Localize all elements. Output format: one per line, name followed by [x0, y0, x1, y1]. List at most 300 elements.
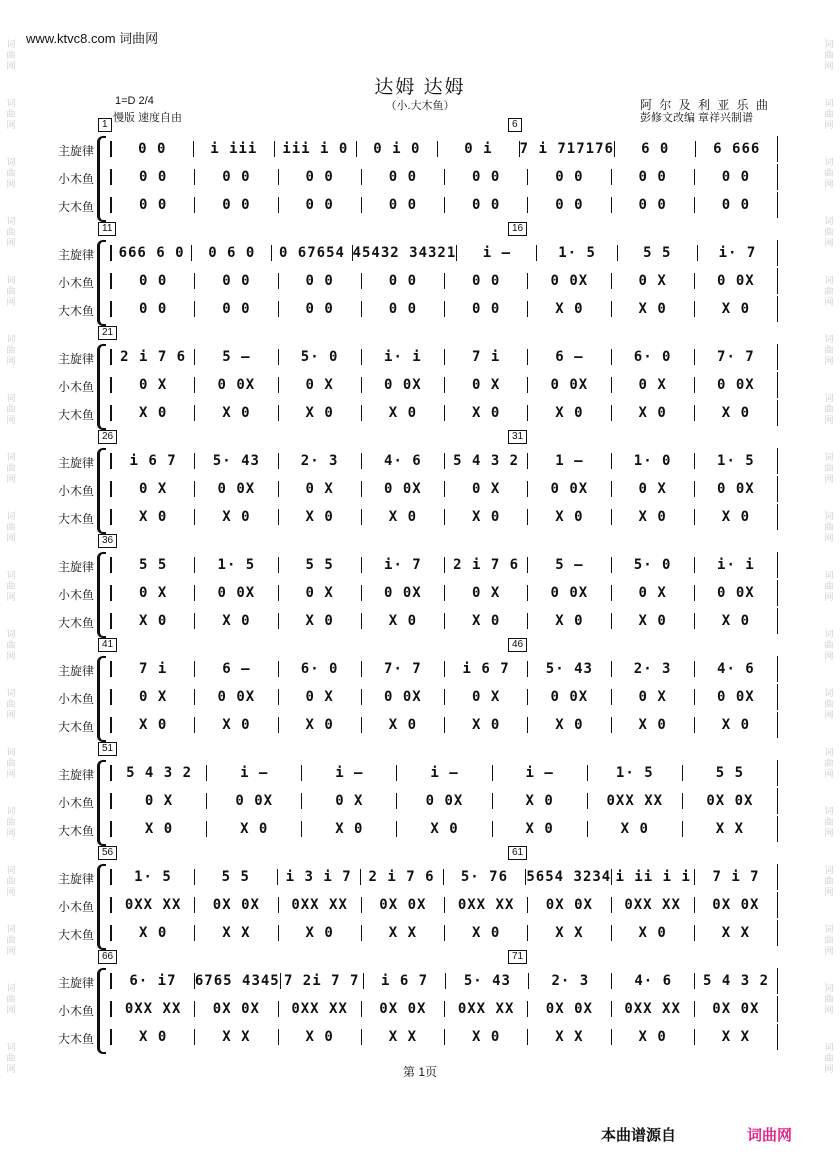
part-row [110, 136, 778, 162]
system-brace [97, 760, 106, 846]
measure: 1· 5 [536, 245, 616, 261]
measure: 0 0 [110, 169, 194, 185]
measure: 0 0 [361, 273, 444, 289]
watermark-text: 词 曲 网 [6, 99, 16, 131]
measure: X 0 [194, 613, 277, 629]
measure: X 0 [361, 613, 444, 629]
part-name: 小木鱼 [57, 276, 94, 290]
measure: 0 0 [444, 197, 527, 213]
measure: 0 0X [527, 585, 610, 601]
measure: 0 X [110, 585, 194, 601]
measure: X 0 [396, 821, 491, 837]
measure: 5 5 [682, 765, 777, 781]
key-signature: 1=D 2/4 [115, 95, 154, 107]
measure: 1· 5 [110, 869, 194, 885]
score-system [48, 639, 778, 740]
measure: i· 7 [361, 557, 444, 573]
system-brace [97, 344, 106, 430]
barline-end [777, 400, 778, 426]
measure: 0 0X [206, 793, 301, 809]
part-row [110, 268, 778, 294]
barline-end [777, 476, 778, 502]
measure: 7· 7 [694, 349, 777, 365]
measure: X X [361, 925, 444, 941]
measure: X 0 [206, 821, 301, 837]
footer-source: 本曲谱源自 [601, 1127, 677, 1144]
score-system [48, 119, 778, 220]
measure: X 0 [694, 613, 777, 629]
measure: X X [194, 925, 277, 941]
score-system [48, 743, 778, 844]
part-name: 大木鱼 [57, 304, 94, 318]
part-name: 大木鱼 [57, 408, 94, 422]
measure: 0XX XX [611, 1001, 694, 1017]
watermark-text: 词 曲 网 [6, 512, 16, 544]
part-row [110, 192, 778, 218]
measure: 0 X [278, 689, 361, 705]
measure-number: 21 [98, 326, 117, 340]
measure: X X [527, 1029, 610, 1045]
measure: X 0 [194, 405, 277, 421]
measure: i 6 7 [363, 973, 446, 989]
measure: 0 0 [110, 141, 193, 157]
measure: 1· 5 [694, 453, 777, 469]
watermark-text: 词 曲 网 [6, 1043, 16, 1075]
measure: 0XX XX [444, 1001, 527, 1017]
measure: 6 0 [614, 141, 696, 157]
watermark-text: 词 曲 网 [6, 217, 16, 249]
measure: 0 0X [527, 689, 610, 705]
measure: X X [694, 1029, 777, 1045]
measure: 0 0 [361, 169, 444, 185]
barline-end [777, 552, 778, 578]
measure: X 0 [694, 717, 777, 733]
barline-end [777, 684, 778, 710]
part-row [110, 400, 778, 426]
measure: 0 X [444, 689, 527, 705]
measure: 6765 4345 [194, 973, 280, 989]
system-brace [97, 968, 106, 1054]
measure: X 0 [278, 717, 361, 733]
measure: 2· 3 [611, 661, 694, 677]
measure-number: 66 [98, 950, 117, 964]
measure: 0 0 [110, 301, 194, 317]
part-name: 小木鱼 [57, 692, 94, 706]
barline-end [777, 892, 778, 918]
measure-number: 56 [98, 846, 117, 860]
measure: 0 X [278, 377, 361, 393]
system-brace [97, 656, 106, 742]
measure: 0 X [301, 793, 396, 809]
part-name: 主旋律 [57, 560, 94, 574]
measure: X 0 [527, 405, 610, 421]
measure-number: 11 [98, 222, 116, 236]
measure: 0XX XX [444, 897, 527, 913]
measure: 0 i 0 [356, 141, 438, 157]
measure: 0 X [278, 481, 361, 497]
measure: 45432 34321 [352, 245, 457, 261]
barline-end [777, 656, 778, 682]
measure: 0 0X [194, 481, 277, 497]
measure: X 0 [694, 301, 777, 317]
part-name: 主旋律 [57, 352, 94, 366]
measure: 0 X [611, 481, 694, 497]
measure: i ii i i [611, 869, 694, 885]
composer: 阿 尔 及 利 亚 乐 曲 [640, 98, 771, 112]
measure: 5 5 [110, 557, 194, 573]
measure: X 0 [110, 1029, 194, 1045]
measure: X 0 [611, 509, 694, 525]
measure: 0 0 [694, 197, 777, 213]
site-url[interactable]: www.ktvc8.com 词曲网 [26, 31, 159, 46]
measure-number: 16 [508, 222, 527, 236]
barline-end [777, 372, 778, 398]
measure: 5 5 [617, 245, 697, 261]
measure: 2 i 7 6 [110, 349, 194, 365]
measure: 666 6 0 [110, 245, 191, 261]
watermark-text: 词 曲 网 [6, 748, 16, 780]
measure: 0 0X [527, 377, 610, 393]
measure: 0X 0X [194, 1001, 277, 1017]
measure: X 0 [194, 717, 277, 733]
measure: X 0 [611, 1029, 694, 1045]
part-row [110, 996, 778, 1022]
measure: 0X 0X [682, 793, 777, 809]
watermark-text: 词 曲 网 [824, 748, 834, 780]
part-name: 主旋律 [57, 144, 94, 158]
arranger: 彭修文改编 章祥兴制谱 [640, 112, 754, 124]
measure: X 0 [110, 925, 194, 941]
measure: 1· 5 [587, 765, 682, 781]
measure: 0 X [611, 585, 694, 601]
measure: i – [456, 245, 536, 261]
measure: X X [682, 821, 777, 837]
measure: 0 0X [694, 377, 777, 393]
measure: i· i [361, 349, 444, 365]
measure: 5 4 3 2 [110, 765, 206, 781]
measure: X 0 [611, 301, 694, 317]
watermark-right [822, 40, 836, 1102]
watermark-text: 词 曲 网 [824, 40, 834, 72]
measure: 5 – [194, 349, 277, 365]
measure: 4· 6 [694, 661, 777, 677]
score-system [48, 951, 778, 1052]
measure: 0X 0X [361, 897, 444, 913]
measure: 2· 3 [278, 453, 361, 469]
watermark-left [4, 40, 18, 1102]
measure: X 0 [694, 405, 777, 421]
measure: 5 – [527, 557, 610, 573]
barline-end [777, 996, 778, 1022]
measure: 0 X [444, 585, 527, 601]
measure: X 0 [110, 717, 194, 733]
measure: X 0 [527, 613, 610, 629]
barline-end [777, 448, 778, 474]
measure: X 0 [278, 613, 361, 629]
measure: 7 2i 7 7 [280, 973, 363, 989]
watermark-text: 词 曲 网 [6, 276, 16, 308]
part-name: 主旋律 [57, 456, 94, 470]
part-row [110, 504, 778, 530]
measure: 0X 0X [527, 1001, 610, 1017]
measure: 0 0X [527, 481, 610, 497]
measure: 5 4 3 2 [694, 973, 777, 989]
part-row [110, 240, 778, 266]
measure-number: 6 [508, 118, 522, 132]
measure-number: 71 [508, 950, 527, 964]
measure: 2· 3 [528, 973, 611, 989]
measure: 0 X [110, 377, 194, 393]
measure: 5· 43 [194, 453, 277, 469]
part-name: 主旋律 [57, 248, 94, 262]
measure: 0 6 0 [191, 245, 271, 261]
measure: X 0 [444, 613, 527, 629]
measure: 0 X [110, 481, 194, 497]
measure: 5· 76 [443, 869, 526, 885]
measure: 0 0 [110, 197, 194, 213]
part-name: 小木鱼 [57, 588, 94, 602]
watermark-text: 词 曲 网 [6, 453, 16, 485]
page-number: 第 1页 [402, 1065, 437, 1079]
measure: 2 i 7 6 [360, 869, 443, 885]
measure: 0 0 [361, 301, 444, 317]
measure: 0 0 [194, 301, 277, 317]
measure: 5· 43 [527, 661, 610, 677]
measure: 0 0 [611, 197, 694, 213]
footer-brand[interactable]: 词曲网 [747, 1127, 793, 1144]
measure: 0 0 [278, 273, 361, 289]
measure: 0 0X [527, 273, 610, 289]
score-system [48, 327, 778, 428]
measure: 1· 5 [194, 557, 277, 573]
measure: i 6 7 [444, 661, 527, 677]
watermark-text: 词 曲 网 [824, 99, 834, 131]
measure: 0 X [444, 377, 527, 393]
measure: 0 0 [278, 301, 361, 317]
measure-number: 26 [98, 430, 117, 444]
watermark-text: 词 曲 网 [824, 689, 834, 721]
measure: 0XX XX [278, 1001, 361, 1017]
part-row [110, 892, 778, 918]
watermark-text: 词 曲 网 [6, 394, 16, 426]
measure: X 0 [278, 405, 361, 421]
song-title: 达姆 达姆 [374, 77, 466, 98]
measure: 0 0 [194, 197, 277, 213]
part-name: 大木鱼 [57, 720, 94, 734]
barline-end [777, 504, 778, 530]
measure: X 0 [194, 509, 277, 525]
measure: X 0 [110, 613, 194, 629]
part-name: 小木鱼 [57, 380, 94, 394]
measure-number: 36 [98, 534, 117, 548]
measure: 0XX XX [611, 897, 694, 913]
measure: 0 0X [361, 481, 444, 497]
barline-end [777, 920, 778, 946]
measure: X 0 [361, 717, 444, 733]
part-name: 大木鱼 [57, 200, 94, 214]
watermark-text: 词 曲 网 [824, 571, 834, 603]
measure: 0 0 [194, 273, 277, 289]
part-name: 主旋律 [57, 872, 94, 886]
barline-end [777, 296, 778, 322]
measure: 0 67654 [271, 245, 351, 261]
measure: 0X 0X [694, 1001, 777, 1017]
measure: 5 5 [194, 869, 277, 885]
measure: 0 0 [444, 169, 527, 185]
part-name: 大木鱼 [57, 616, 94, 630]
measure: X 0 [611, 405, 694, 421]
measure: 0 0 [110, 273, 194, 289]
measure: X 0 [110, 821, 206, 837]
measure: 5· 0 [611, 557, 694, 573]
barline-end [777, 788, 778, 814]
measure: X 0 [527, 509, 610, 525]
measure: 0XX XX [110, 897, 194, 913]
part-row [110, 372, 778, 398]
measure: X 0 [527, 301, 610, 317]
barline-end [777, 192, 778, 218]
measure: 2 i 7 6 [444, 557, 527, 573]
measure-number: 31 [508, 430, 527, 444]
measure: 5· 0 [278, 349, 361, 365]
watermark-text: 词 曲 网 [6, 984, 16, 1016]
measure: 0 X [110, 793, 206, 809]
measure: X 0 [492, 793, 587, 809]
measure-number: 41 [98, 638, 117, 652]
measure: 0 0 [694, 169, 777, 185]
measure: 0 0X [694, 585, 777, 601]
measure: 0 X [110, 689, 194, 705]
part-row [110, 580, 778, 606]
measure: 5 4 3 2 [444, 453, 527, 469]
measure: 4· 6 [611, 973, 694, 989]
part-row [110, 816, 778, 842]
measure: 0 X [444, 481, 527, 497]
measure: 6 – [194, 661, 277, 677]
measure: X 0 [278, 509, 361, 525]
part-name: 主旋律 [57, 664, 94, 678]
measure: X 0 [301, 821, 396, 837]
part-row [110, 164, 778, 190]
part-row [110, 344, 778, 370]
measure: 0 X [611, 273, 694, 289]
measure: 0X 0X [694, 897, 777, 913]
measure: i 3 i 7 [277, 869, 360, 885]
system-brace [97, 448, 106, 534]
barline-end [777, 344, 778, 370]
measure: X 0 [694, 509, 777, 525]
measure: 0X 0X [527, 897, 610, 913]
measure: X 0 [611, 717, 694, 733]
part-name: 大木鱼 [57, 824, 94, 838]
measure: 0 X [611, 377, 694, 393]
watermark-text: 词 曲 网 [824, 512, 834, 544]
part-name: 小木鱼 [57, 796, 94, 810]
measure: 7 i [110, 661, 194, 677]
barline-end [777, 164, 778, 190]
part-row [110, 920, 778, 946]
measure: i iii [193, 141, 275, 157]
measure: 0XX XX [278, 897, 361, 913]
measure: 0 i [437, 141, 519, 157]
watermark-text: 词 曲 网 [824, 335, 834, 367]
score-system [48, 847, 778, 948]
measure: i – [396, 765, 491, 781]
measure: X 0 [444, 509, 527, 525]
watermark-text: 词 曲 网 [6, 925, 16, 957]
part-row [110, 656, 778, 682]
part-name: 小木鱼 [57, 1004, 94, 1018]
measure-number: 1 [98, 118, 112, 132]
measure: i· i [694, 557, 777, 573]
measure: 7· 7 [361, 661, 444, 677]
barline-end [777, 712, 778, 738]
measure: 1· 0 [611, 453, 694, 469]
measure: X 0 [110, 509, 194, 525]
watermark-text: 词 曲 网 [824, 630, 834, 662]
watermark-text: 词 曲 网 [824, 866, 834, 898]
measure: 0 0X [694, 481, 777, 497]
system-brace [97, 136, 106, 222]
measure: 0 0 [611, 169, 694, 185]
measure: 0 0X [361, 585, 444, 601]
watermark-text: 词 曲 网 [824, 453, 834, 485]
system-brace [97, 864, 106, 950]
part-row [110, 864, 778, 890]
part-row [110, 760, 778, 786]
measure: 0 0 [527, 197, 610, 213]
measure: 0 X [278, 585, 361, 601]
part-row [110, 1024, 778, 1050]
part-name: 主旋律 [57, 976, 94, 990]
tempo-marking: 慢版 速度自由 [113, 112, 183, 124]
measure: 7 i 7 [694, 869, 777, 885]
part-row [110, 712, 778, 738]
part-name: 小木鱼 [57, 900, 94, 914]
measure: X 0 [110, 405, 194, 421]
measure: 0 0 [194, 169, 277, 185]
measure: 0 0X [361, 689, 444, 705]
measure: 0 0 [444, 273, 527, 289]
measure: X 0 [492, 821, 587, 837]
measure: 0X 0X [194, 897, 277, 913]
part-row [110, 684, 778, 710]
measure: X 0 [278, 925, 361, 941]
measure: 5654 3234 [526, 869, 612, 885]
measure: X 0 [611, 613, 694, 629]
barline-end [777, 136, 778, 162]
watermark-text: 词 曲 网 [824, 276, 834, 308]
measure: X 0 [444, 925, 527, 941]
measure: 0XX XX [110, 1001, 194, 1017]
measure: 5· 43 [445, 973, 528, 989]
measure: 7 i 717176 [519, 141, 614, 157]
part-row [110, 608, 778, 634]
measure-number: 61 [508, 846, 527, 860]
system-brace [97, 240, 106, 326]
measure: 6· i7 [110, 973, 194, 989]
watermark-text: 词 曲 网 [824, 925, 834, 957]
measure: X 0 [527, 717, 610, 733]
measure: i· 7 [697, 245, 777, 261]
measure: i – [492, 765, 587, 781]
measure: X 0 [361, 509, 444, 525]
watermark-text: 词 曲 网 [824, 217, 834, 249]
watermark-text: 词 曲 网 [6, 40, 16, 72]
measure: 0 0 [527, 169, 610, 185]
watermark-text: 词 曲 网 [824, 1043, 834, 1075]
measure: X 0 [444, 717, 527, 733]
